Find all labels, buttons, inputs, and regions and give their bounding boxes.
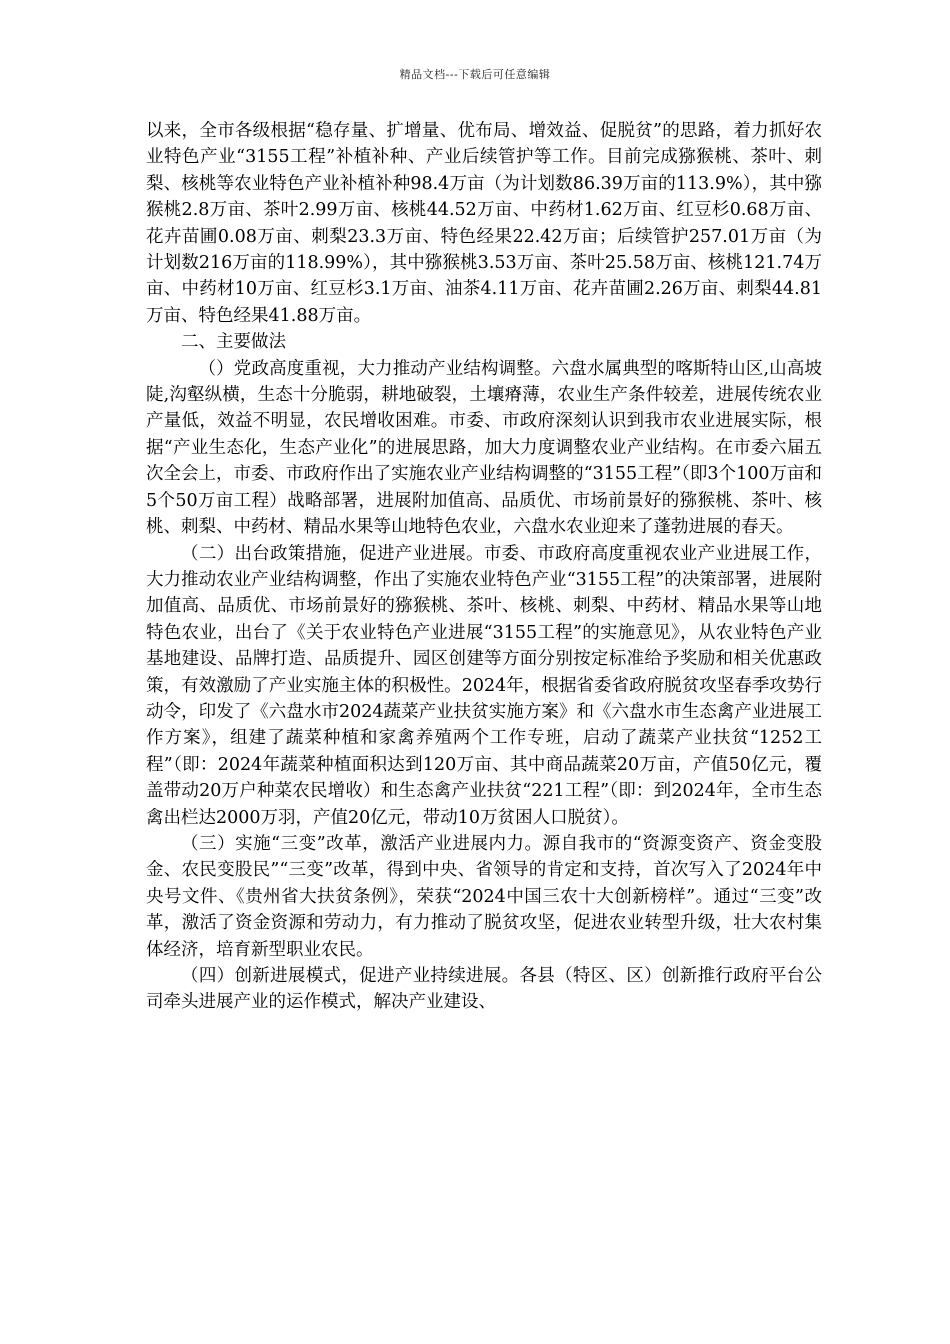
- paragraph-policy-measures: （二）出台政策措施，促进产业进展。市委、市政府高度重视农业产业进展工作，大力推动农业产业结构调整，作出了实施农业特色产业“3155工程”的决策部署，进展附加值高、品质优、市场前景好的猕猴桃、茶叶、核桃、刺梨、中药材、精品水果等山地特色农业，出台了《关于农业特色产业进展“3155工程”的实施意见》，从农业特色产业基地建设、品牌打造、品质提升、园区创建等方面分别按定标准给予奖励和相关优惠政策，有效激励了产业实施主体的积极性。2024年，根据省委省政府脱贫攻坚春季攻势行动令，印发了《六盘水市2024蔬菜产业扶贫实施方案》和《六盘水市生态禽产业进展工作方案》，组建了蔬菜种植和家禽养殖两个工作专班，启动了蔬菜产业扶贫“1252工程”（即：2024年蔬菜种植面积达到120万亩、其中商品蔬菜20万亩，产值50亿元，覆盖带动20万户种菜农民增收）和生态禽产业扶贫“221工程”（即：到2024年，全市生态禽出栏达2000万羽，产值20亿元，带动10万贫困人口脱贫）。: [146, 543, 822, 828]
- document-body: [146, 118, 822, 1016]
- page-header: 精品文档---下载后可任意编辑: [399, 68, 551, 81]
- paragraph-summary: 以来，全市各级根据“稳存量、扩增量、优布局、增效益、促脱贫”的思路，着力抓好农业特色产业“3155工程”补植补种、产业后续管护等工作。目前完成猕猴桃、茶叶、刺梨、核桃等农业特色产业补植补种98.4万亩（为计划数86.39万亩的113.9%），其中猕猴桃2.8万亩、茶叶2.99万亩、核桃44.52万亩、中药材1.62万亩、红豆杉0.68万亩、花卉苗圃0.08万亩、刺梨23.3万亩、特色经果22.42万亩；后续管护257.01万亩（为计划数216万亩的118.99%），其中猕猴桃3.53万亩、茶叶25.58万亩、核桃121.74万亩、中药材10万亩、红豆杉3.1万亩、油茶4.11万亩、花卉苗圃2.26万亩、刺梨44.81万亩、特色经果41.88万亩。: [146, 121, 822, 326]
- paragraph-three-changes-reform: （三）实施“三变”改革，激活产业进展内力。源自我市的“资源变资产、资金变股金、农民变股民”“三变”改革，得到中央、省领导的肯定和支持，首次写入了2024年中央号文件、《贵州省大扶贫条例》，荣获“2024中国三农十大创新榜样”。通过“三变”改革，激活了资金资源和劳动力，有力推动了脱贫攻坚，促进农业转型升级，壮大农村集体经济，培育新型职业农民。: [146, 833, 822, 960]
- paragraph-innovation-model: （四）创新进展模式，促进产业持续进展。各县（特区、区）创新推行政府平台公司牵头进展产业的运作模式，解决产业建设、: [146, 966, 822, 1013]
- section-heading: 二、主要做法: [181, 332, 286, 353]
- paragraph-party-government: （）党政高度重视，大力推动产业结构调整。六盘水属典型的喀斯特山区,山高坡陡,沟壑纵横，生态十分脆弱，耕地破裂，土壤瘠薄，农业生产条件较差，进展传统农业产量低，效益不明显，农民增收困难。市委、市政府深刻认识到我市农业进展实际，根据“产业生态化，生态产业化”的进展思路，加大力度调整农业产业结构。在市委六届五次全会上，市委、市政府作出了实施农业产业结构调整的“3155工程”（即3个100万亩和5个50万亩工程）战略部署，进展附加值高、品质优、市场前景好的猕猴桃、茶叶、核桃、刺梨、中药材、精品水果等山地特色农业，六盘水农业迎来了蓬勃进展的春天。: [146, 358, 822, 538]
